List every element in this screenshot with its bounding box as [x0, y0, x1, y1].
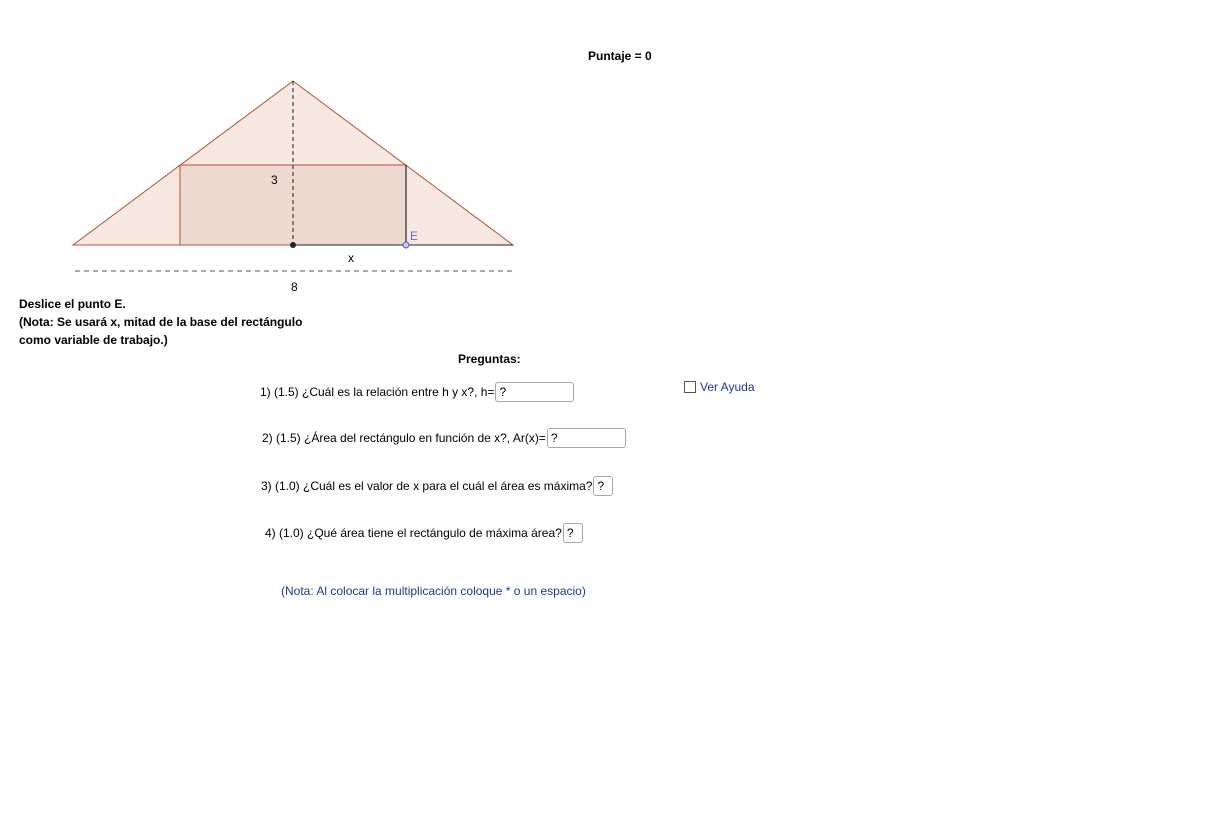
answer-2-input[interactable]	[547, 428, 626, 448]
point-e[interactable]	[403, 242, 409, 248]
height-label: 3	[271, 173, 278, 187]
instructions	[19, 295, 302, 349]
inscribed-rectangle	[180, 165, 406, 245]
answer-4-input[interactable]	[563, 523, 583, 543]
instructions-line-3: como variable de trabajo.)	[19, 333, 168, 347]
questions-title: Preguntas:	[458, 352, 521, 366]
answer-1-input[interactable]	[495, 382, 574, 402]
help-checkbox[interactable]	[684, 381, 696, 393]
question-4	[265, 522, 583, 544]
instructions-line-1: Deslice el punto E.	[19, 297, 126, 311]
instructions-line-2: (Nota: Se usará x, mitad de la base del rectángulo	[19, 315, 303, 329]
score-display: Puntaje = 0	[588, 49, 652, 63]
question-4-text: 4) (1.0) ¿Qué área tiene el rectángulo de máxima área?	[265, 526, 562, 540]
base-label: 8	[291, 280, 298, 294]
multiplication-note: (Nota: Al colocar la multiplicación coloque * o un espacio)	[281, 584, 586, 598]
question-2	[262, 427, 626, 449]
question-1-text: 1) (1.5) ¿Cuál es la relación entre h y x?, h=	[260, 385, 495, 399]
half-base-label: x	[348, 251, 354, 265]
help-label[interactable]: Ver Ayuda	[700, 380, 755, 394]
question-3-text: 3) (1.0) ¿Cuál es el valor de x para el cuál el área es máxima?	[261, 479, 593, 493]
question-1	[260, 381, 574, 403]
point-e-label: E	[410, 229, 419, 243]
question-3	[261, 475, 613, 497]
center-point	[290, 242, 296, 248]
question-2-text: 2) (1.5) ¿Área del rectángulo en función de x?, Ar(x)=	[262, 431, 546, 445]
help-toggle[interactable]	[684, 380, 755, 394]
answer-3-input[interactable]	[593, 476, 613, 496]
